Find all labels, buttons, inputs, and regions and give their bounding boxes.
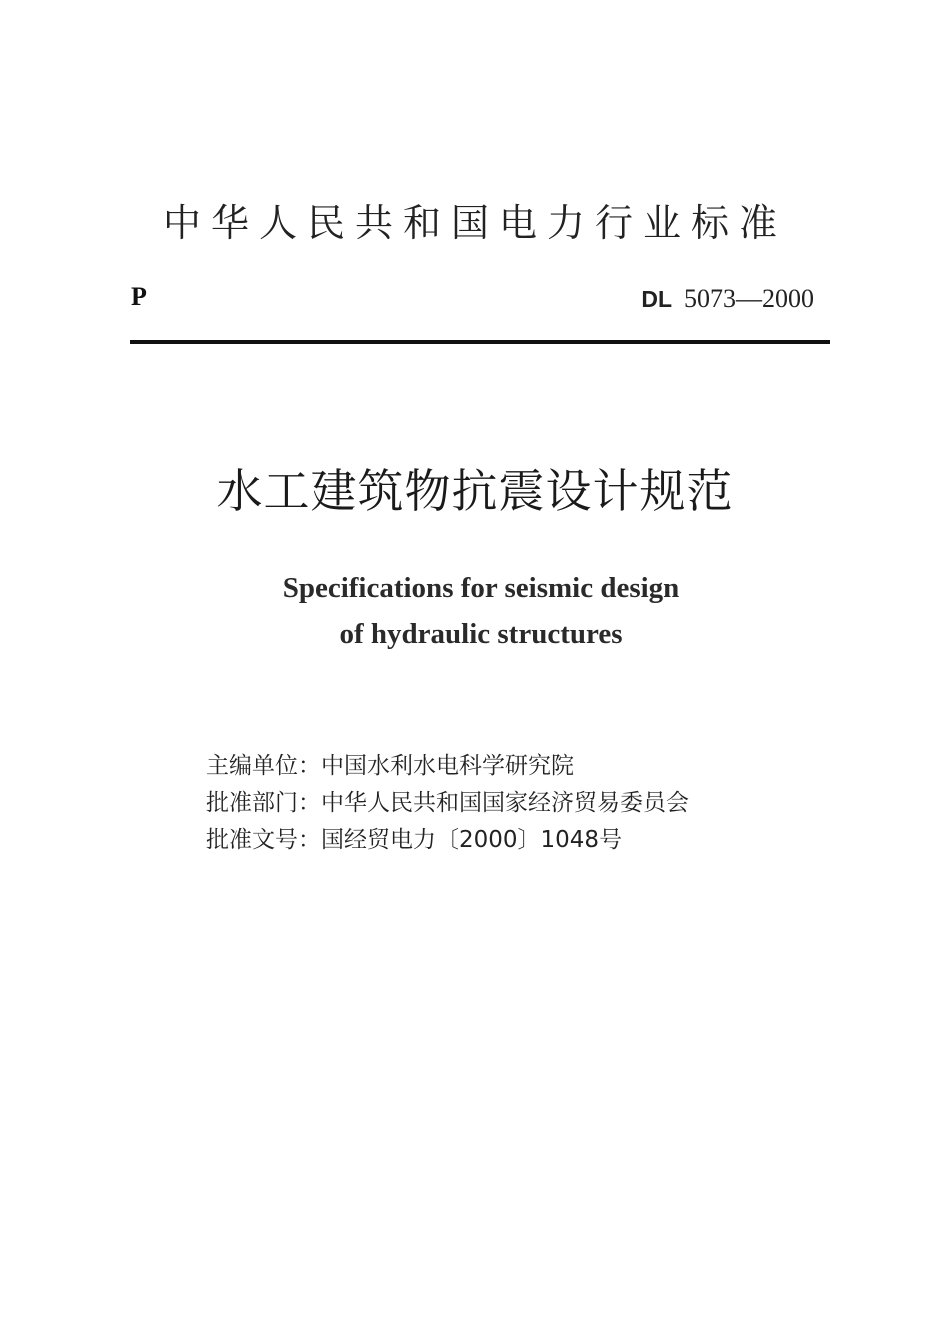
title-en-line-1: Specifications for seismic design [282, 572, 680, 604]
industry-standard-header: 中华人民共和国电力行业标准 [162, 201, 787, 245]
approval-document-number: 批准文号：国经贸电力〔2000〕1048号 [206, 827, 623, 853]
chief-editor-unit: 主编单位：中国水利水电科学研究院 [206, 753, 574, 779]
document-title-cn: 水工建筑物抗震设计规范 [216, 464, 734, 518]
standard-number [641, 284, 814, 314]
standard-prefix: DL [641, 286, 672, 312]
document-title-en [0, 565, 950, 657]
approval-department: 批准部门：中华人民共和国国家经济贸易委员会 [206, 790, 689, 816]
header-divider [130, 340, 830, 344]
publication-info [206, 748, 689, 859]
standard-code: 5073—2000 [684, 284, 814, 313]
classification-code: P [131, 282, 147, 311]
title-en-line-2: of hydraulic structures [339, 618, 623, 650]
